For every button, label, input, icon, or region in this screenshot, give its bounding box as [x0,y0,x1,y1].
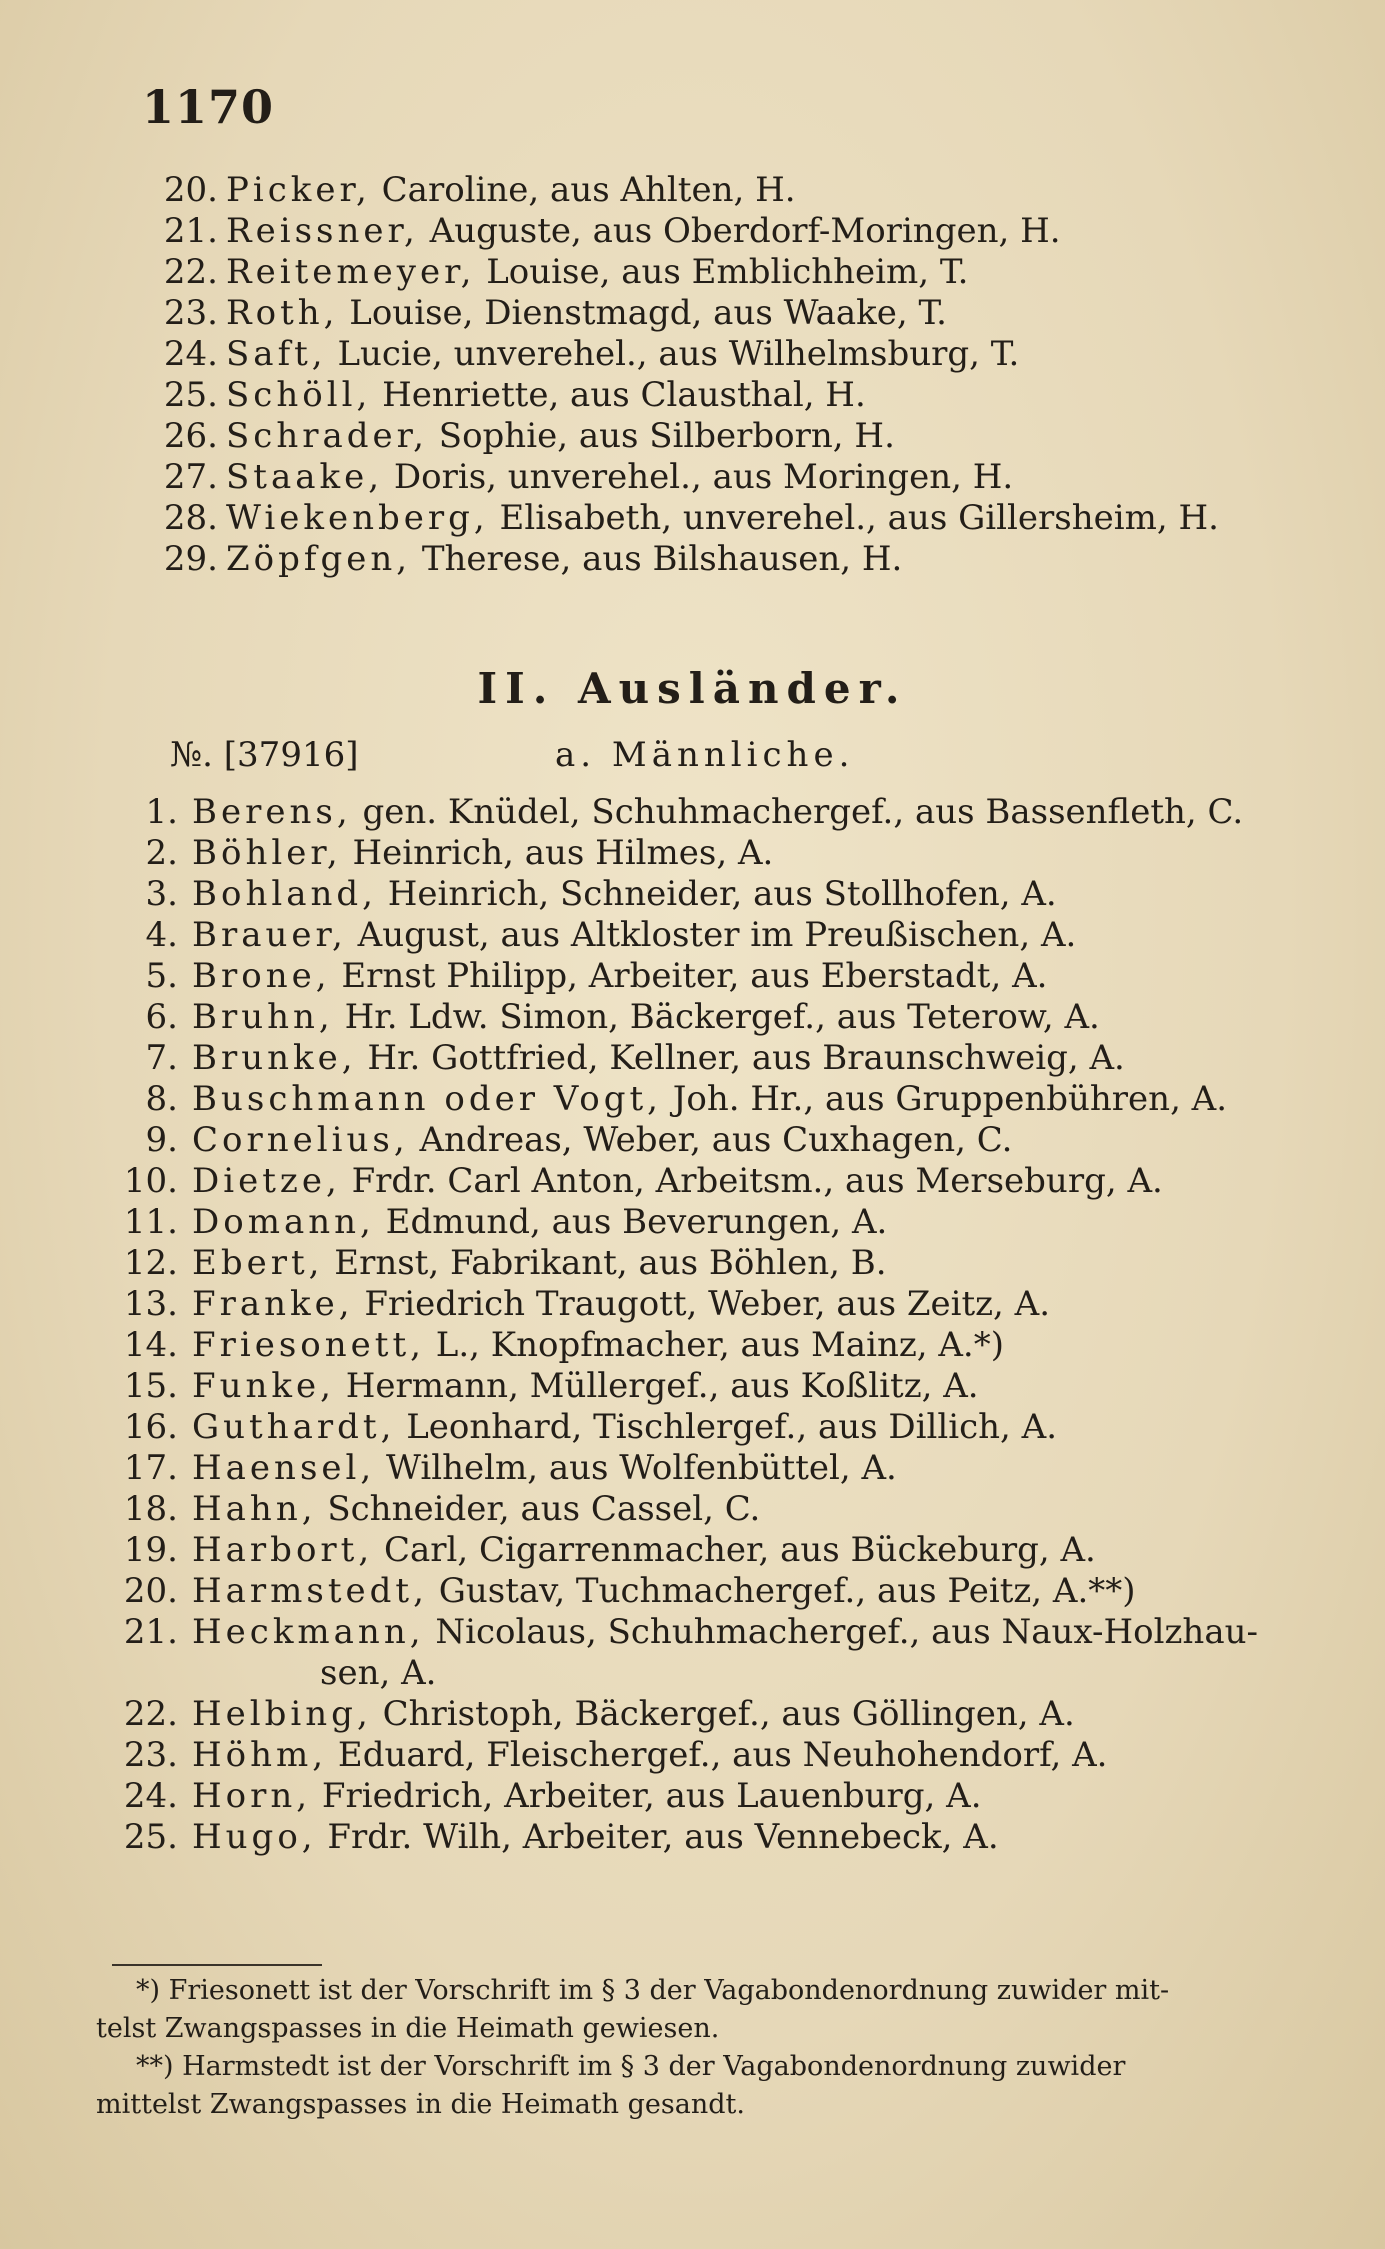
person-details: Eduard, Fleischergef., aus Neuhohendorf, A. [337,1735,1108,1775]
person-name: Bohland, [192,874,377,914]
item-number: 24. [123,1776,178,1816]
person-details: Henriette, aus Clausthal, H. [382,375,866,415]
person-name: Höhm, [192,1735,328,1775]
list-item [0,1489,1385,1530]
person-details: Hr. Gottfried, Kellner, aus Braunschweig, A. [367,1038,1125,1078]
list-item [0,792,1385,833]
list-item [0,1694,1385,1735]
item-text [192,915,1076,956]
item-text [192,1448,897,1489]
person-details: Friedrich Traugott, Weber, aus Zeitz, A. [364,1284,1051,1324]
item-number: 23. [123,1735,178,1775]
person-name: Helbing, [192,1694,372,1734]
list-item [0,498,1385,539]
item-number: 24. [163,334,218,374]
item-text [320,1653,436,1694]
person-details: Hermann, Müllergef., aus Koßlitz, A. [345,1366,979,1406]
item-text [192,874,1057,915]
item-number: 14. [123,1325,178,1365]
subsection-label: a. Männliche. [555,735,855,775]
person-name: Picker, [226,170,371,210]
person-name: Saft, [226,334,327,374]
footnote [96,1972,1226,2048]
item-text [192,1284,1050,1325]
list-item [0,1366,1385,1407]
person-name: Böhler, [192,833,342,873]
person-details: Hr. Ldw. Simon, Bäckergef., aus Teterow, A. [344,997,1100,1037]
person-details: Auguste, aus Oberdorf-Moringen, H. [429,211,1061,251]
person-details: Sophie, aus Silberborn, H. [438,416,895,456]
list-item [0,1407,1385,1448]
person-details: Frdr. Wilh, Arbeiter, aus Vennebeck, A. [327,1817,999,1857]
item-text [192,1161,1163,1202]
list-item [0,1243,1385,1284]
item-text [192,1366,979,1407]
list-item [0,956,1385,997]
person-name: Cornelius, [192,1120,409,1160]
person-details: Leonhard, Tischlergef., aus Dillich, A. [406,1407,1058,1447]
list-item [0,1571,1385,1612]
person-details: L., Knopfmacher, aus Mainz, A.*) [435,1325,1004,1365]
person-details: Heinrich, aus Hilmes, A. [352,833,774,873]
item-text [226,334,1019,375]
person-details: gen. Knüdel, Schuhmachergef., aus Bassenfleth, C. [362,792,1244,832]
person-details: sen, A. [320,1653,437,1693]
footnote-line: telst Zwangspasses in die Heimath gewiesen. [96,2013,720,2044]
person-details: Ernst Philipp, Arbeiter, aus Eberstadt, A. [341,956,1048,996]
list-item [0,1735,1385,1776]
person-details: Gustav, Tuchmachergef., aus Peitz, A.**) [438,1571,1136,1611]
list-item [0,1202,1385,1243]
item-number: 21. [123,1612,178,1652]
list-item [0,457,1385,498]
list-item [0,375,1385,416]
person-name: Hugo, [192,1817,317,1857]
list-item [0,915,1385,956]
item-number: 16. [123,1407,178,1447]
person-details: Frdr. Carl Anton, Arbeitsm., aus Merseburg, A. [351,1161,1163,1201]
item-number: 18. [123,1489,178,1529]
person-name: Friesonett, [192,1325,425,1365]
list-item [0,1776,1385,1817]
list-item [0,1161,1385,1202]
item-number: 22. [163,252,218,292]
item-text [192,1325,1004,1366]
item-number: 20. [163,170,218,210]
person-name: Horn, [192,1776,312,1816]
footnote-line: mittelst Zwangspasses in die Heimath gesandt. [96,2089,745,2120]
item-number: 20. [123,1571,178,1611]
item-text [192,1079,1227,1120]
item-number: 26. [163,416,218,456]
person-name: Heckmann, [192,1612,425,1652]
item-number: 2. [145,833,178,873]
list-item [0,1817,1385,1858]
page-number: 1170 [142,80,275,134]
list-item [0,1284,1385,1325]
item-number: 7. [145,1038,178,1078]
item-number: 8. [145,1079,178,1119]
item-text [192,1530,1096,1571]
item-text [192,997,1100,1038]
item-number: 28. [163,498,218,538]
person-details: Nicolaus, Schuhmachergef., aus Naux-Holzhau- [435,1612,1258,1652]
list-item [0,1325,1385,1366]
item-number: 3. [145,874,178,914]
person-name: Staake, [226,457,384,497]
list-item [0,997,1385,1038]
person-name: Ebert, [192,1243,324,1283]
list-item [0,1612,1385,1653]
person-details: August, aus Altkloster im Preußischen, A. [357,915,1077,955]
person-name: Domann, [192,1202,375,1242]
item-text [192,1407,1057,1448]
list-item [0,1079,1385,1120]
item-number: 19. [123,1530,178,1570]
person-details: Carl, Cigarrenmacher, aus Bückeburg, A. [383,1530,1096,1570]
item-number: 25. [123,1817,178,1857]
person-details: Elisabeth, unverehel., aus Gillersheim, H. [499,498,1219,538]
list-item [0,1653,1385,1694]
person-details: Caroline, aus Ahlten, H. [381,170,796,210]
person-name: Harbort, [192,1530,374,1570]
person-details: Louise, Dienstmagd, aus Waake, T. [349,293,947,333]
item-number: 17. [123,1448,178,1488]
person-name: Zöpfgen, [226,539,412,579]
item-text [192,1694,1075,1735]
person-details: Doris, unverehel., aus Moringen, H. [393,457,1014,497]
item-number: 10. [123,1161,178,1201]
list-item [0,211,1385,252]
item-text [192,1612,1258,1653]
item-number: 6. [145,997,178,1037]
person-details: Friedrich, Arbeiter, aus Lauenburg, A. [321,1776,982,1816]
person-name: Brauer, [192,915,347,955]
item-text [192,1243,887,1284]
item-number: 1. [145,792,178,832]
item-text [226,211,1061,252]
person-name: Reitemeyer, [226,252,476,292]
person-name: Brone, [192,956,331,996]
section-title: II. Ausländer. [477,664,908,713]
item-text [192,1038,1125,1079]
item-text [192,1202,887,1243]
item-number: 22. [123,1694,178,1734]
person-name: Reissner, [226,211,419,251]
list-item [0,1120,1385,1161]
item-text [192,792,1243,833]
item-number: 25. [163,375,218,415]
person-details: Wilhelm, aus Wolfenbüttel, A. [386,1448,897,1488]
person-details: Andreas, Weber, aus Cuxhagen, C. [419,1120,1013,1160]
person-name: Hahn, [192,1489,317,1529]
person-name: Dietze, [192,1161,341,1201]
person-name: Funke, [192,1366,335,1406]
person-details: Joh. Hr., aus Gruppenbühren, A. [672,1079,1228,1119]
person-name: Haensel, [192,1448,376,1488]
list-item [0,293,1385,334]
item-text [226,416,895,457]
item-text [226,170,796,211]
person-details: Edmund, aus Beverungen, A. [385,1202,888,1242]
register-number: №. [37916] [170,735,359,775]
person-name: Schrader, [226,416,428,456]
item-text [192,1735,1108,1776]
item-number: 4. [145,915,178,955]
person-details: Louise, aus Emblichheim, T. [486,252,969,292]
person-details: Schneider, aus Cassel, C. [327,1489,761,1529]
person-details: Heinrich, Schneider, aus Stollhofen, A. [387,874,1057,914]
person-name: Roth, [226,293,339,333]
person-name: Brunke, [192,1038,357,1078]
item-text [192,1571,1136,1612]
list-foreign-men [0,792,1385,1858]
item-text [226,252,968,293]
person-details: Ernst, Fabrikant, aus Böhlen, B. [334,1243,887,1283]
item-text [192,1817,999,1858]
item-number: 5. [145,956,178,996]
item-text [226,498,1219,539]
footnote-divider [112,1964,322,1966]
item-text [192,1489,760,1530]
item-number: 23. [163,293,218,333]
list-item [0,170,1385,211]
list-item [0,833,1385,874]
list-item [0,1038,1385,1079]
item-number: 29. [163,539,218,579]
person-name: Franke, [192,1284,354,1324]
person-details: Lucie, unverehel., aus Wilhelmsburg, T. [337,334,1020,374]
person-name: Bruhn, [192,997,334,1037]
item-number: 11. [123,1202,178,1242]
item-text [192,956,1047,997]
footnote [96,2048,1226,2124]
list-item [0,874,1385,915]
item-number: 9. [145,1120,178,1160]
item-text [192,1120,1012,1161]
list-domestic-women [0,170,1385,580]
footnotes [96,1972,1226,2124]
list-item [0,252,1385,293]
person-name: Schöll, [226,375,372,415]
person-details: Therese, aus Bilshausen, H. [421,539,903,579]
item-text [226,293,947,334]
subsection-heading [170,732,1170,778]
item-text [226,375,866,416]
person-name: Guthardt, [192,1407,396,1447]
list-item [0,416,1385,457]
list-item [0,1448,1385,1489]
footnote-line: *) Friesonett ist der Vorschrift im § 3 der Vagabondenordnung zuwider mit- [136,1975,1170,2006]
item-number: 13. [123,1284,178,1324]
person-name: Wiekenberg, [226,498,489,538]
person-name: Berens, [192,792,352,832]
item-number: 12. [123,1243,178,1283]
person-name: Buschmann oder Vogt, [192,1079,662,1119]
item-text [192,1776,982,1817]
person-name: Harmstedt, [192,1571,428,1611]
list-item [0,334,1385,375]
person-details: Christoph, Bäckergef., aus Göllingen, A. [382,1694,1075,1734]
item-number: 27. [163,457,218,497]
footnote-line: **) Harmstedt ist der Vorschrift im § 3 der Vagabondenordnung zuwider [136,2051,1126,2082]
list-item [0,1530,1385,1571]
item-text [226,457,1013,498]
item-text [226,539,902,580]
item-number: 21. [163,211,218,251]
item-text [192,833,773,874]
item-number: 15. [123,1366,178,1406]
list-item [0,539,1385,580]
